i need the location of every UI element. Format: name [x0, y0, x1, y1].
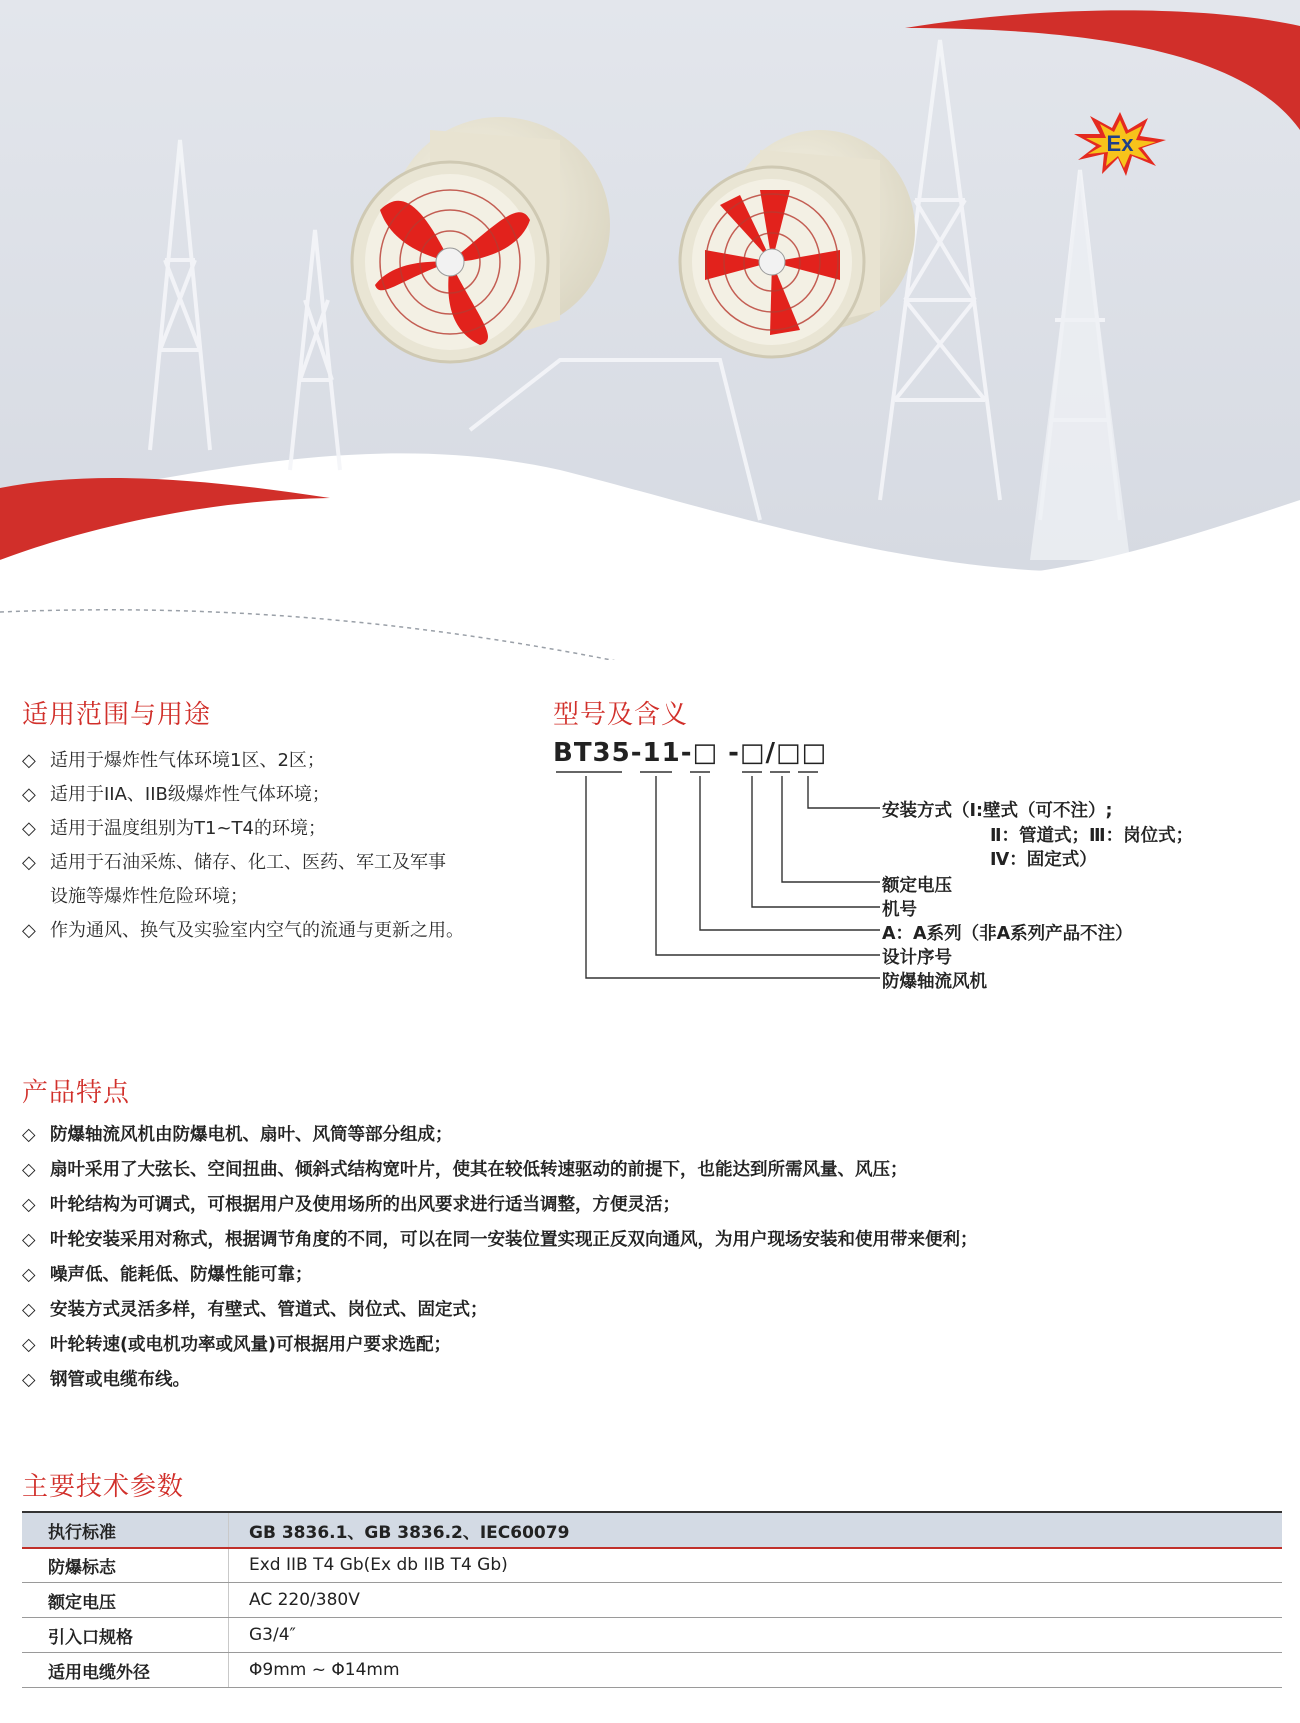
param-key: 引入口规格	[22, 1618, 229, 1653]
label-machine-no: 机号	[882, 900, 917, 920]
diamond-bullet-icon: ◇	[22, 1230, 36, 1250]
list-item: ◇ 安装方式灵活多样，有壁式、管道式、岗位式、固定式；	[22, 1293, 1202, 1328]
ex-label: Ex	[1106, 131, 1134, 156]
params-title: 主要技术参数	[22, 1472, 185, 1502]
diamond-bullet-icon: ◇	[22, 1370, 36, 1390]
list-item: ◇ 适用于爆炸性气体环境1区、2区；	[22, 744, 542, 778]
table-row	[22, 1653, 1282, 1688]
ex-badge	[1072, 110, 1168, 178]
scope-list	[22, 744, 542, 948]
list-item: ◇ 防爆轴流风机由防爆电机、扇叶、风筒等部分组成；	[22, 1118, 1202, 1153]
table-row	[22, 1513, 1282, 1548]
list-item: ◇ 叶轮安装采用对称式，根据调节角度的不同，可以在同一安装位置实现正反双向通风，为用户现场安装和使用带来便利；	[22, 1223, 1202, 1258]
param-value: GB 3836.1、GB 3836.2、IEC60079	[229, 1513, 1283, 1548]
diamond-bullet-icon: ◇	[22, 1265, 36, 1285]
model-code: BT35-11-□ -□/□□	[553, 738, 828, 768]
param-key: 适用电缆外径	[22, 1653, 229, 1688]
list-item: ◇ 适用于石油采炼、储存、化工、医药、军工及军事	[22, 846, 542, 880]
diamond-bullet-icon: ◇	[22, 1195, 36, 1215]
list-item: ◇ 钢管或电缆布线。	[22, 1363, 1202, 1398]
label-design-no: 设计序号	[882, 948, 952, 968]
diamond-bullet-icon: ◇	[22, 818, 36, 839]
param-value: Exd IIB T4 Gb(Ex db IIB T4 Gb)	[229, 1548, 1283, 1583]
table-row	[22, 1583, 1282, 1618]
features-list	[22, 1118, 1202, 1398]
label-voltage: 额定电压	[882, 876, 952, 896]
param-value: Φ9mm ~ Φ14mm	[229, 1653, 1283, 1688]
diamond-bullet-icon: ◇	[22, 1160, 36, 1180]
diamond-bullet-icon: ◇	[22, 920, 36, 941]
param-value: AC 220/380V	[229, 1583, 1283, 1618]
list-item: ◇ 作为通风、换气及实验室内空气的流通与更新之用。	[22, 914, 542, 948]
param-key: 额定电压	[22, 1583, 229, 1618]
diamond-bullet-icon: ◇	[22, 1300, 36, 1320]
param-key: 执行标准	[22, 1513, 229, 1548]
table-red-rule	[22, 1547, 1282, 1549]
params-table	[22, 1513, 1282, 1688]
diamond-bullet-icon: ◇	[22, 1335, 36, 1355]
diamond-bullet-icon: ◇	[22, 852, 36, 873]
param-value: G3/4″	[229, 1618, 1283, 1653]
list-item: ◇ 叶轮结构为可调式，可根据用户及使用场所的出风要求进行适当调整，方便灵活；	[22, 1188, 1202, 1223]
list-item-continuation: 设施等爆炸性危险环境；	[50, 886, 248, 907]
label-product: 防爆轴流风机	[882, 972, 987, 992]
table-row	[22, 1548, 1282, 1583]
param-key: 防爆标志	[22, 1548, 229, 1583]
hero-illustration	[0, 0, 1300, 660]
diamond-bullet-icon: ◇	[22, 784, 36, 805]
label-install-mode: 安装方式（Ⅰ:壁式（可不注）;	[882, 801, 1113, 821]
label-series: A：A系列（非A系列产品不注）	[882, 924, 1133, 944]
list-item: ◇ 适用于温度组别为T1~T4的环境；	[22, 812, 542, 846]
hero-banner	[0, 0, 1300, 660]
features-title: 产品特点	[22, 1078, 131, 1108]
diamond-bullet-icon: ◇	[22, 1125, 36, 1145]
model-title: 型号及含义	[553, 700, 689, 730]
list-item: ◇ 适用于IIA、IIB级爆炸性气体环境；	[22, 778, 542, 812]
scope-title: 适用范围与用途	[22, 700, 212, 730]
list-item: ◇ 扇叶采用了大弦长、空间扭曲、倾斜式结构宽叶片，使其在较低转速驱动的前提下，也能达到所需风量、风压；	[22, 1153, 1202, 1188]
table-row	[22, 1618, 1282, 1653]
list-item: ◇ 噪声低、能耗低、防爆性能可靠；	[22, 1258, 1202, 1293]
label-install-mode-3: Ⅳ：固定式）	[990, 850, 1097, 870]
list-item: ◇ 叶轮转速(或电机功率或风量)可根据用户要求选配；	[22, 1328, 1202, 1363]
label-install-mode-2: Ⅱ：管道式；Ⅲ：岗位式；	[990, 826, 1194, 846]
diamond-bullet-icon: ◇	[22, 750, 36, 771]
